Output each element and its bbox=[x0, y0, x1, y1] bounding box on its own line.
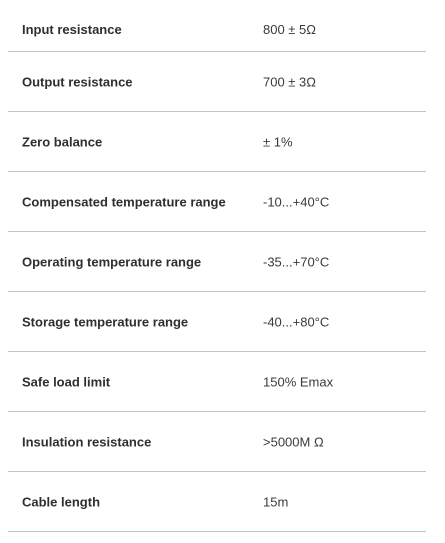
spec-row-compensated-temperature-range bbox=[8, 172, 426, 232]
spec-label: Zero balance bbox=[22, 134, 103, 149]
spec-value: 800 ± 5Ω bbox=[263, 22, 316, 37]
spec-label: Safe load limit bbox=[22, 374, 111, 389]
spec-label: Compensated temperature range bbox=[22, 194, 226, 209]
spec-row-insulation-resistance bbox=[8, 412, 426, 472]
spec-row-input-resistance bbox=[8, 0, 426, 52]
spec-row-storage-temperature-range bbox=[8, 292, 426, 352]
spec-value: -40...+80°C bbox=[263, 314, 330, 329]
spec-value: 150% Emax bbox=[263, 374, 334, 389]
spec-value: >5000M Ω bbox=[263, 434, 324, 449]
spec-row-output-resistance bbox=[8, 52, 426, 112]
spec-value: ± 1% bbox=[263, 134, 293, 149]
spec-value: 15m bbox=[263, 494, 289, 509]
spec-row-zero-balance bbox=[8, 112, 426, 172]
spec-label: Output resistance bbox=[22, 74, 133, 89]
spec-row-safe-load-limit bbox=[8, 352, 426, 412]
spec-row-cable-length bbox=[8, 472, 426, 532]
spec-label: Insulation resistance bbox=[22, 434, 152, 449]
spec-label: Input resistance bbox=[22, 22, 122, 37]
spec-label: Storage temperature range bbox=[22, 314, 189, 329]
spec-value: -10...+40°C bbox=[263, 194, 330, 209]
spec-value: -35...+70°C bbox=[263, 254, 330, 269]
spec-label: Cable length bbox=[22, 494, 101, 509]
spec-value: 700 ± 3Ω bbox=[263, 74, 316, 89]
spec-row-operating-temperature-range bbox=[8, 232, 426, 292]
spec-label: Operating temperature range bbox=[22, 254, 202, 269]
